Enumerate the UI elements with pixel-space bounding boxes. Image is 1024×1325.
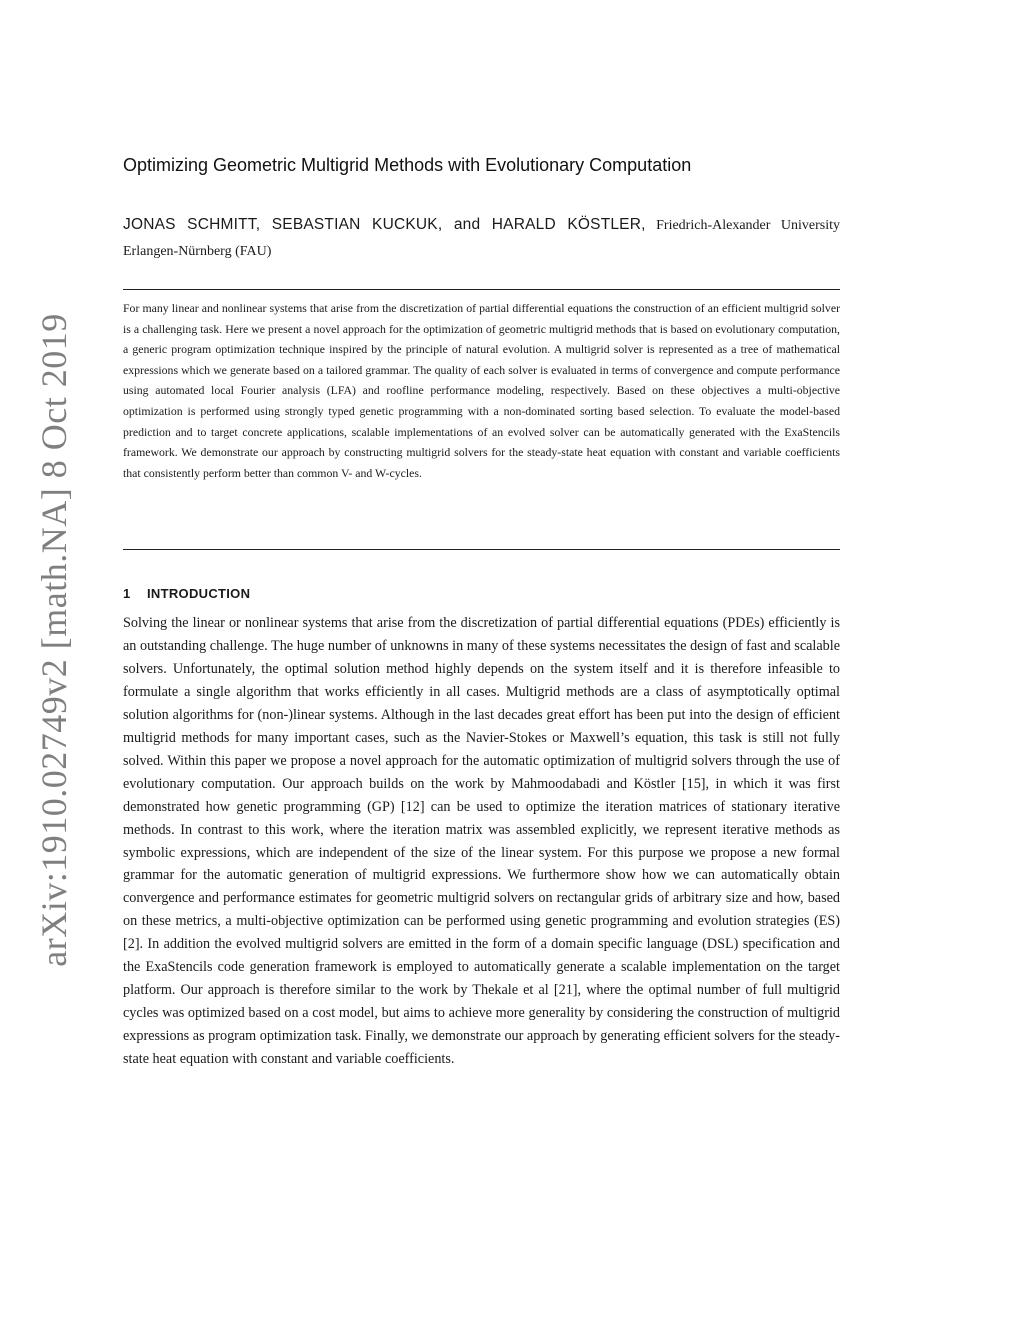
section-title: INTRODUCTION <box>147 586 251 601</box>
section-heading-introduction <box>123 586 250 601</box>
author-names: JONAS SCHMITT, SEBASTIAN KUCKUK, and HARALD KÖSTLER, <box>123 216 646 233</box>
introduction-paragraph: Solving the linear or nonlinear systems that arise from the discretization of partial differential equations (PDEs) efficiently is an outstanding challenge. The huge number of unknowns in many of these systems necessitates the design of fast and scalable solvers. Unfortunately, the optimal solution method highly depends on the system itself and it is therefore infeasible to formulate a single algorithm that works efficiently in all cases. Multigrid methods are a class of asymptotically optimal solution algorithms for (non-)linear systems. Although in the last decades great effort has been put into the design of efficient multigrid methods for many important cases, such as the Navier-Stokes or Maxwell’s equation, this task is still not fully solved. Within this paper we propose a novel approach for the automatic optimization of multigrid solvers through the use of evolutionary computation. Our approach builds on the work by Mahmoodabadi and Köstler [15], in which it was first demonstrated how genetic programming (GP) [12] can be used to optimize the iteration matrices of stationary iterative methods. In contrast to this work, where the iteration matrix was assembled explicitly, we represent iterative methods as symbolic expressions, which are independent of the size of the linear system. For this purpose we propose a new formal grammar for the automatic generation of multigrid expressions. We furthermore show how we can automatically obtain convergence and performance estimates for geometric multigrid solvers on rectangular grids of arbitrary size and how, based on these metrics, a multi-objective optimization can be performed using genetic programming and evolution strategies (ES) [2]. In addition the evolved multigrid solvers are emitted in the form of a domain specific language (DSL) specification and the ExaStencils code generation framework is employed to automatically generate a scalable implementation on the target platform. Our approach is therefore similar to the work by Thekale et al [21], where the optimal number of full multigrid cycles was optimized based on a cost model, but aims to achieve more generality by considering the construction of multigrid expressions as program optimization task. Finally, we demonstrate our approach by generating efficient solvers for the steady-state heat equation with constant and variable coefficients. <box>123 615 840 1068</box>
abstract-bottom-rule <box>123 549 840 550</box>
abstract-top-rule <box>123 289 840 290</box>
paper-title: Optimizing Geometric Multigrid Methods with Evolutionary Computation <box>123 155 692 175</box>
abstract-text: For many linear and nonlinear systems that arise from the discretization of partial differential equations the construction of an efficient multigrid solver is a challenging task. Here we present a novel approach for the optimization of geometric multigrid methods that is based on evolutionary computation, a generic program optimization technique inspired by the principle of natural evolution. A multigrid solver is represented as a tree of mathematical expressions which we generate based on a tailored grammar. The quality of each solver is evaluated in terms of convergence and compute performance using automated local Fourier analysis (LFA) and roofline performance modeling, respectively. Based on these objectives a multi-objective optimization is performed using strongly typed genetic programming with a non-dominated sorting based selection. To evaluate the model-based prediction and to target concrete applications, scalable implementations of an evolved solver can be automatically generated with the ExaStencils framework. We demonstrate our approach by constructing multigrid solvers for the steady-state heat equation with constant and variable coefficients that consistently perform better than common V- and W-cycles. <box>123 301 840 480</box>
section-number: 1 <box>123 586 131 601</box>
author-affiliation: Friedrich-Alexander University Erlangen-Nürnberg (FAU) <box>123 218 841 259</box>
author-block <box>123 212 840 265</box>
arxiv-identifier: arXiv:1910.02749v2 [math.NA] 8 Oct 2019 <box>34 313 74 967</box>
